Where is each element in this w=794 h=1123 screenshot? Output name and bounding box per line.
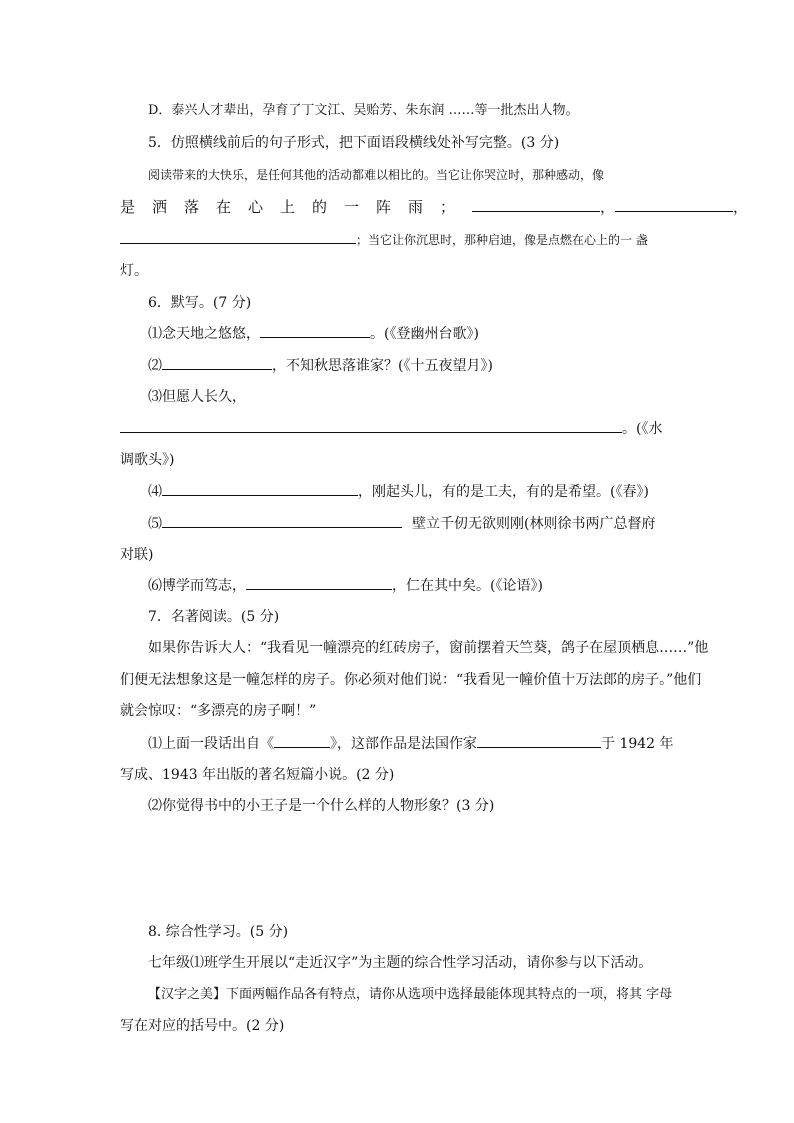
- question-5-blank-2[interactable]: [615, 197, 733, 212]
- question-6-item-2: [148, 355, 493, 376]
- item-5-suffix: 壁立千仞无欲则刚(林则徐书两广总督府: [412, 516, 656, 532]
- question-6-item-3-answer-line: [120, 418, 662, 439]
- item-2-blank[interactable]: [162, 355, 272, 370]
- question-5-passage-line-2: [120, 197, 748, 217]
- question-5-title: 5．仿照横线前后的句子形式，把下面语段横线处补写完整。(3 分): [148, 135, 560, 151]
- question-5-blank-3[interactable]: [120, 229, 356, 244]
- question-7-sub-2: ⑵你觉得书中的小王子是一个什么样的人物形象？(3 分): [148, 798, 495, 814]
- question-8-task-line-1: 【汉字之美】下面两幅作品各有特点，请你从选项中选择最能体现其特点的一项，将其 字母: [148, 987, 673, 1002]
- question-7-passage-line-2: 们便无法想象这是一幢怎样的房子。你必须对他们说：“我看见一幢价值十万法郎的房子。”他们: [120, 672, 702, 688]
- item-1-blank[interactable]: [260, 323, 370, 338]
- item-4-prefix: ⑷: [148, 484, 162, 500]
- question-6-item-1: [148, 323, 479, 344]
- item-2-suffix: ，不知秋思落谁家？(《十五夜望月》): [272, 358, 493, 374]
- question-8-title: 8. 综合性学习。(5 分): [148, 924, 289, 940]
- question-5-blank-1[interactable]: [472, 197, 600, 212]
- question-6-item-5-continuation: 对联): [120, 547, 154, 563]
- item-1-suffix: 。(《登幽州台歌》): [370, 326, 479, 342]
- item-4-suffix: ，刚起头儿，有的是工夫，有的是希望。(《春》): [358, 484, 649, 500]
- sub-1-prefix: ⑴上面一段话出自《: [148, 736, 274, 752]
- item-6-prefix: ⑹博学而笃志，: [148, 578, 246, 594]
- sub-1-middle: 》，这部作品是法国作家: [330, 736, 477, 752]
- question-7-sub-1: [148, 733, 674, 754]
- sub-1-suffix: 于 1942 年: [601, 736, 674, 752]
- question-5-passage-line-3: [120, 229, 648, 250]
- question-7-sub-1-continuation: 写成、1943 年出版的著名短篇小说。(2 分): [120, 767, 395, 783]
- author-blank[interactable]: [477, 733, 601, 748]
- item-6-blank[interactable]: [246, 575, 392, 590]
- item-6-suffix: ，仁在其中矣。(《论语》): [392, 578, 543, 594]
- question-6-item-3-continuation: 调歌头》): [120, 452, 175, 468]
- question-6-item-6: [148, 575, 543, 596]
- item-3-blank[interactable]: [120, 418, 622, 433]
- item-5-prefix: ⑸: [148, 516, 162, 532]
- question-7-passage-line-1: 如果你告诉大人：“我看见一幢漂亮的红砖房子，窗前摆着天竺葵，鸽子在屋顶栖息……”他: [148, 640, 709, 656]
- item-1-prefix: ⑴念天地之悠悠，: [148, 326, 260, 342]
- question-6-title: 6．默写。(7 分): [148, 295, 252, 311]
- question-6-item-5: [148, 513, 655, 534]
- question-5-spread-text: 是洒落在心上的一阵雨；: [120, 198, 473, 216]
- question-5-line-3-tail: ；当它让你沉思时，那种启迪，像是点燃在心上的一 盏: [356, 233, 648, 247]
- item-4-blank[interactable]: [162, 481, 358, 496]
- item-2-prefix: ⑵: [148, 358, 162, 374]
- question-6-item-3: ⑶但愿人长久，: [148, 389, 246, 405]
- option-d: D．泰兴人才辈出，孕育了丁文江、吴贻芳、朱东润 ……等一批杰出人物。: [148, 103, 579, 118]
- item-5-blank[interactable]: [162, 513, 402, 528]
- comma: ，: [733, 198, 749, 216]
- book-title-blank[interactable]: [274, 733, 330, 748]
- question-6-item-4: [148, 481, 649, 502]
- question-7-passage-line-3: 就会惊叹：“多漂亮的房子啊！”: [120, 703, 317, 719]
- question-5-passage-line-4: 灯。: [120, 263, 148, 279]
- item-3-suffix: 。(《水: [622, 421, 663, 437]
- question-7-title: 7．名著阅读。(5 分): [148, 609, 280, 625]
- question-8-task-line-2: 写在对应的括号中。(2 分): [120, 1018, 285, 1034]
- comma: ，: [600, 198, 616, 216]
- question-8-intro: 七年级⑴班学生开展以“走近汉字”为主题的综合性学习活动，请你参与以下活动。: [148, 955, 653, 971]
- question-5-passage-line-1: 阅读带来的大快乐，是任何其他的活动都难以相比的。当它让你哭泣时，那种感动，像: [148, 168, 605, 182]
